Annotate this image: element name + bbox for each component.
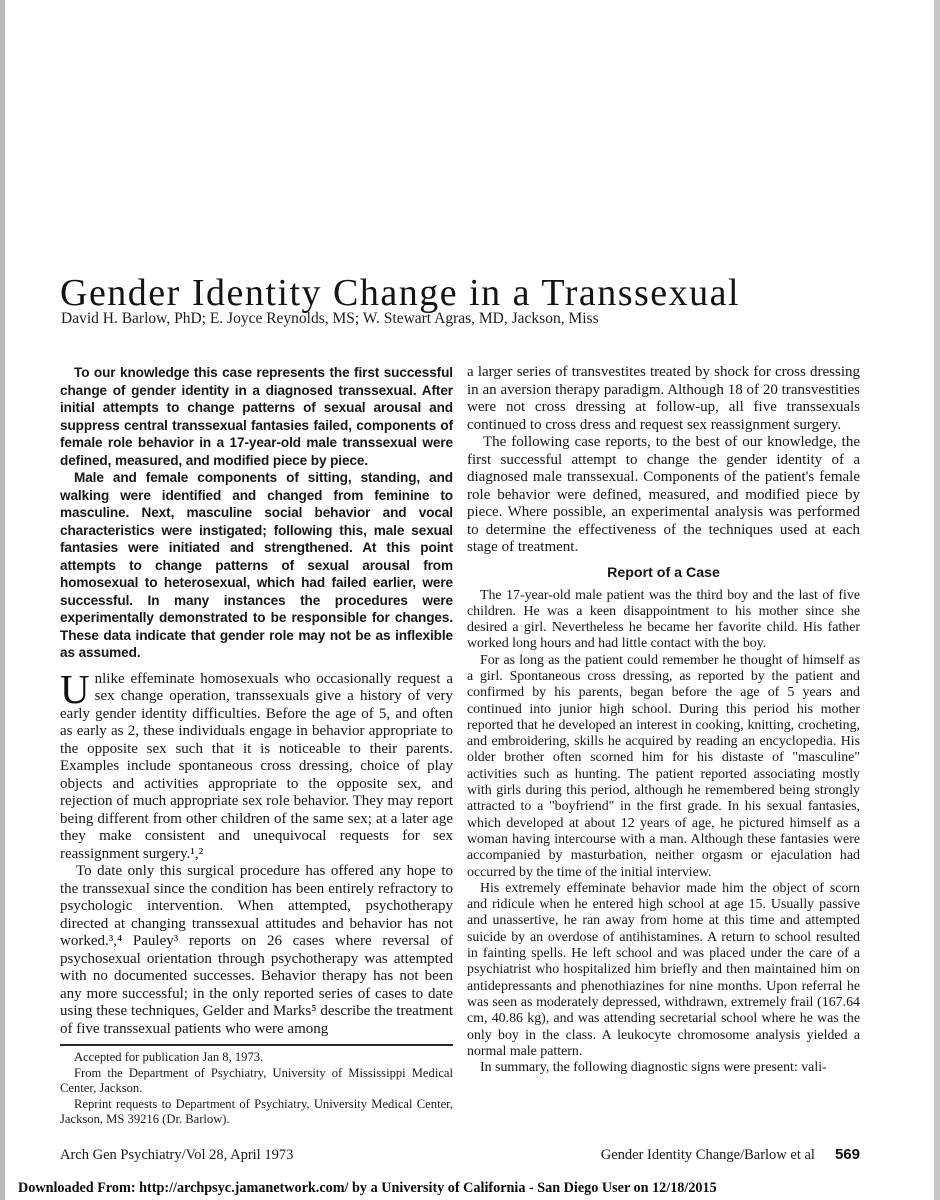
abstract bbox=[60, 364, 453, 662]
article-title: Gender Identity Change in a Transsexual bbox=[60, 272, 741, 315]
author-byline: David H. Barlow, PhD; E. Joyce Reynolds, MS; W. Stewart Agras, MD, Jackson, Miss bbox=[61, 310, 599, 327]
right-column bbox=[467, 364, 860, 1128]
drop-cap: U bbox=[60, 665, 90, 712]
footnote-divider bbox=[60, 1044, 453, 1046]
paragraph-text: nlike effeminate homosexuals who occasionally request a sex change operation, transsexuals give a history of very early gender identity difficulties. Before the age of 5, and often as early as 2, these individuals engage in behavior appropriate to the opposite sex such that it is noticeable to their parents. Examples include spontaneous cross dressing, choice of play objects and activities appropriate to the opposite sex, and rejection of much appropriate sex role behavior. They may report being different from other children of the same sex; at a later age they make consistent and unequivocal requests for sex reassignment surgery.¹,² bbox=[60, 670, 453, 862]
case-report-text bbox=[467, 588, 860, 1077]
body-paragraph: To date only this surgical procedure has offered any hope to the transsexual since the condition has been entirely refractory to psychologic intervention. When attempted, psychotherapy directed at changing transsexual attitudes and behavior has not worked.³,⁴ Pauley³ reports on 26 cases where reversal of psychosexual orientation through psychotherapy was attempted with no documented successes. Behavior therapy has not been any more successful; in the only reported series of cases to date using these techniques, Gelder and Marks⁵ describe the treatment of five transsexual patients who were among bbox=[60, 863, 453, 1037]
continuation-text bbox=[467, 364, 860, 557]
running-head-wrap bbox=[601, 1146, 860, 1164]
page-number: 569 bbox=[834, 1146, 860, 1163]
body-paragraph bbox=[60, 665, 453, 864]
introduction-text bbox=[60, 665, 453, 1039]
footnote-line: Reprint requests to Department of Psychiatry, University Medical Center, Jackson, MS 39216 (Dr. Barlow). bbox=[60, 1096, 453, 1127]
section-heading: Report of a Case bbox=[607, 564, 720, 581]
running-head: Gender Identity Change/Barlow et al bbox=[600, 1147, 815, 1163]
case-paragraph: The 17-year-old male patient was the third boy and the last of five children. He was a keen disappointment to his mother since she desired a girl. Nevertheless he became her favorite child. His father worked long hours and had little contact with the boy. bbox=[467, 587, 860, 652]
body-paragraph: a larger series of transvestites treated by shock for cross dressing in an aversion therapy paradigm. Although 18 of 20 transvestities were not cross dressing at follow-up, all five transsexuals continued to cross dress and request sex reassignment surgery. bbox=[467, 364, 860, 433]
case-paragraph: For as long as the patient could remember he thought of himself as a girl. Spontaneous cross dressing, as reported by the patient and confirmed by his parents, began before the age of 5 years and continued into junior high school. During this period his mother reported that he developed an interest in cooking, knitting, crocheting, and embroidering, skills he acquired by reading an encyclopedia. His older brother often scorned him for his distaste of "masculine" activities such as hunting. The patient reported associating mostly with girls during this period, although he remembered being strongly attracted to a "boyfriend" in the first grade. In his sexual fantasies, which developed at about 12 years of age, he pictured himself as a woman having intercourse with a man. Although these fantasies were accompanied by masturbation, neither orgasm or ejaculation had occurred by the time of the initial interview. bbox=[467, 652, 860, 880]
abstract-paragraph: Male and female components of sitting, standing, and walking were identified and changed from feminine to masculine. Next, masculine social behavior and vocal characteristics were instigated; following this, male sexual fantasies were initiated and strengthened. At this point attempts to change patterns of sexual arousal from homosexual to heterosexual, which had failed earlier, were successful. In many instances the procedures were experimentally demonstrated to be responsible for changes. These data indicate that gender role may not be as inflexible as assumed. bbox=[60, 470, 453, 660]
left-column bbox=[60, 364, 453, 1128]
journal-reference: Arch Gen Psychiatry/Vol 28, April 1973 bbox=[60, 1147, 294, 1163]
two-column-body bbox=[60, 364, 860, 1128]
abstract-paragraph: To our knowledge this case represents the first successful change of gender identity in a diagnosed transsexual. After initial attempts to change patterns of sexual arousal and suppress central transsexual fantasies failed, components of female role behavior in a 17-year-old male transsexual were defined, measured, and modified piece by piece. bbox=[60, 365, 453, 468]
download-provenance-bar: Downloaded From: http://archpsyc.jamanetwork.com/ by a University of California - San Diego User on 12/18/2015 bbox=[18, 1180, 717, 1196]
case-paragraph: In summary, the following diagnostic signs were present: vali- bbox=[480, 1060, 827, 1076]
footnote-block bbox=[60, 1050, 453, 1128]
scan-edge-left bbox=[0, 0, 5, 1200]
footnote-line: From the Department of Psychiatry, University of Mississippi Medical Center, Jackson. bbox=[60, 1065, 453, 1096]
case-paragraph: His extremely effeminate behavior made him the object of scorn and ridicule when he entered high school at age 15. Usually passive and unassertive, he ran away from home at this time and attempted suicide by an overdose of antihistamines. A return to school resulted in fainting spells. He left school and was placed under the care of a psychiatrist who hospitalized him briefly and then maintained him on antidepressants and phenothiazines for nine months. Upon referral he was seen as moderately depressed, withdrawn, extremely frail (167.64 cm, 40.86 kg), and was attending secretarial school where he was the only boy in the class. A leukocyte chromosome analysis yielded a normal male pattern. bbox=[467, 880, 860, 1059]
body-paragraph: The following case reports, to the best of our knowledge, the first successful attempt to change the gender identity of a diagnosed male transsexual. Components of the patient's female role behavior were defined, measured, and modified piece by piece. Where possible, an experimental analysis was performed to determine the effectiveness of the techniques used at each stage of treatment. bbox=[467, 434, 860, 555]
footnote-line: Accepted for publication Jan 8, 1973. bbox=[74, 1050, 264, 1064]
scan-edge-right bbox=[934, 0, 940, 1200]
page-footer bbox=[60, 1146, 860, 1164]
